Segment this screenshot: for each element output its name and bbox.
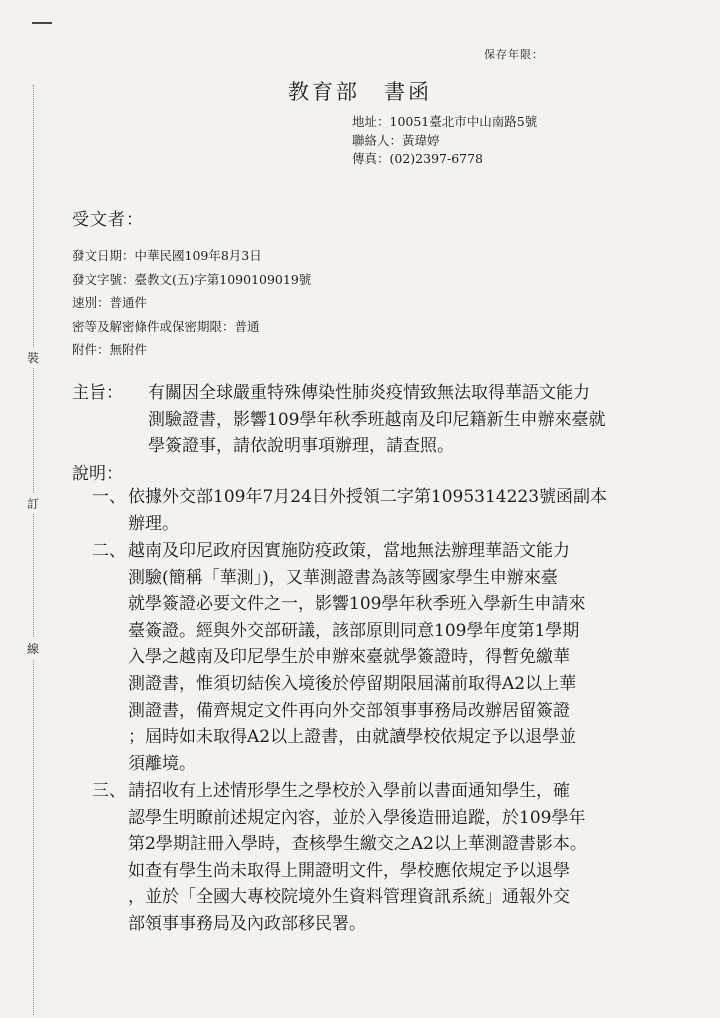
item-line: 須離境。 (128, 753, 196, 774)
recipient-label: 受文者： (72, 210, 144, 230)
item-text (128, 538, 648, 777)
item-line: 請招收有上述情形學生之學校於入學前以書面通知學生，確 (128, 781, 570, 801)
binding-char-xian: 線 (27, 638, 39, 659)
item-line: 測證書，備齊規定文件再向外交部領事事務局改辦居留簽證 (128, 700, 570, 721)
sender-fax: 傳真：(02)2397-6778 (352, 151, 484, 166)
item-number: 一、 (92, 487, 126, 507)
sender-address: 地址：10051臺北市中山南路5號 (352, 114, 538, 129)
subject-label: 主旨： (72, 383, 123, 403)
issue-date: 發文日期：中華民國109年8月3日 (72, 248, 262, 263)
item-line: 部領事事務局及內政部移民署。 (128, 913, 366, 934)
item-line: 越南及印尼政府因實施防疫政策，當地無法辦理華語文能力 (128, 541, 570, 561)
item-line: 臺簽證。經與外交部研議，該部原則同意109學年度第1學期 (128, 620, 580, 641)
item-text (128, 484, 648, 537)
corner-mark (32, 22, 52, 24)
document-number: 發文字號：臺教文(五)字第1090109019號 (72, 271, 312, 287)
item-line: 第2學期註冊入學時，查核學生繳交之A2以上華測證書影本。 (128, 834, 587, 855)
item-line: 依據外交部109年7月24日外授領二字第1095314223號函副本 (128, 487, 608, 507)
item-line: 如查有學生尚未取得上開證明文件，學校應依規定予以退學 (128, 860, 570, 881)
item-line: ，並於「全國大專校院境外生資料管理資訊系統」通報外交 (128, 887, 570, 908)
binding-char-zhuang: 裝 (27, 347, 39, 368)
binding-char-ding: 訂 (27, 493, 39, 514)
item-line: 辦理。 (128, 513, 179, 534)
subject-line: 測驗證書，影響109學年秋季班越南及印尼籍新生申辦來臺就 (148, 409, 606, 430)
sender-contact: 聯絡人：黃瑋婷 (352, 132, 440, 148)
explanation-label: 說明： (72, 464, 123, 484)
subject-line: 學簽證事，請依說明事項辦理，請查照。 (148, 436, 454, 456)
subject-line: 有關因全球嚴重特殊傳染性肺炎疫情致無法取得華語文能力 (148, 383, 590, 403)
ministry-name: 教育部 (288, 80, 360, 104)
item-line: ；屆時如未取得A2以上證書，由就讀學校依規定予以退學並 (128, 727, 577, 748)
item-line: 測證書，惟須切結俟入境後於停留期限屆滿前取得A2以上華 (128, 673, 577, 694)
item-line: 入學之越南及印尼學生於申辦來臺就學簽證時，得暫免繳華 (128, 647, 570, 668)
sender-info (352, 113, 537, 169)
attachment-info: 附件：無附件 (72, 342, 148, 357)
retention-period: 保存年限： (484, 48, 544, 61)
item-line: 測驗(簡稱「華測」)，又華測證書為該等國家學生申辦來臺 (128, 567, 558, 588)
item-line: 就學簽證必要文件之一，影響109學年秋季班入學新生申請來 (128, 594, 586, 615)
item-number: 三、 (92, 781, 126, 801)
delivery-speed: 速別：普通件 (72, 295, 148, 310)
document-meta (72, 244, 311, 362)
binding-line (33, 85, 34, 1015)
security-level: 密等及解密條件或保密期限：普通 (72, 318, 260, 334)
subject-text (148, 380, 708, 460)
document-type: 書函 (384, 80, 432, 104)
document-title (0, 76, 720, 106)
item-text (128, 778, 648, 938)
item-number: 二、 (92, 541, 126, 561)
item-line: 認學生明瞭前述規定內容，並於入學後造冊追蹤，於109學年 (128, 807, 586, 828)
